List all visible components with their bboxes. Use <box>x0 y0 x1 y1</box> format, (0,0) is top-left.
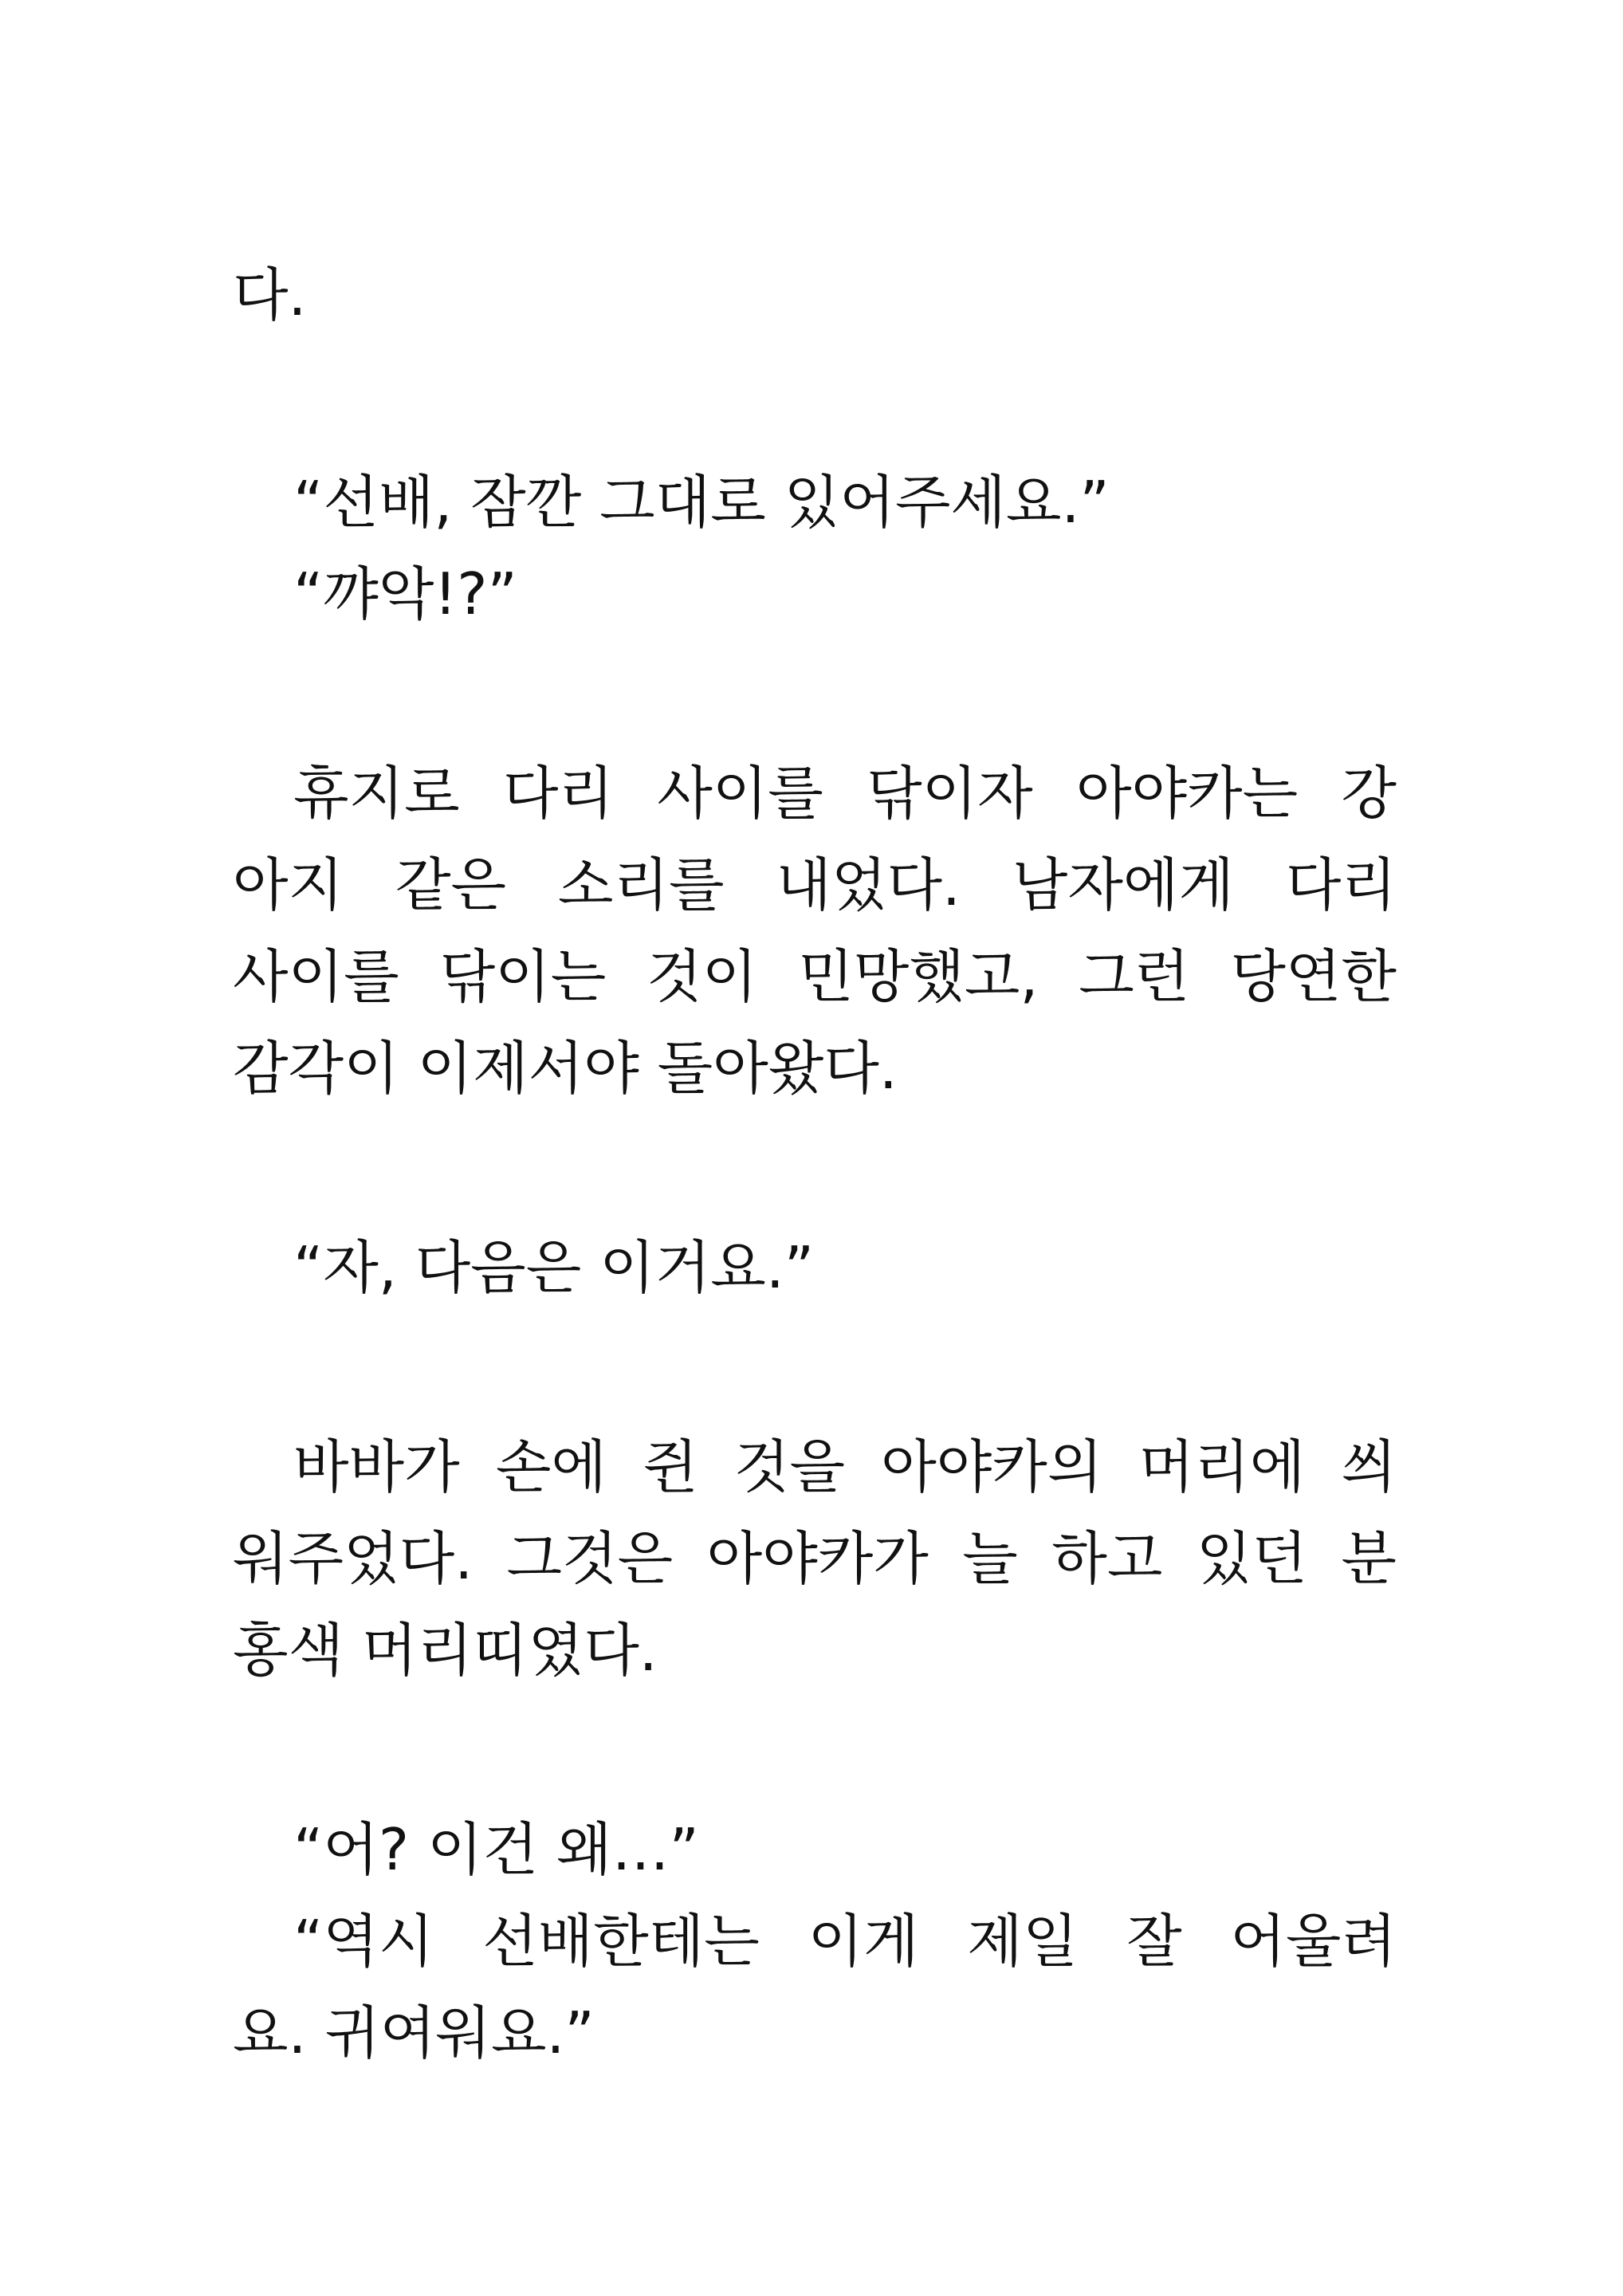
word: 내었다. <box>776 851 961 918</box>
text-line <box>233 937 1397 1016</box>
text-line <box>233 1519 1397 1598</box>
word: 다리 <box>1285 851 1397 918</box>
word: 같은 <box>395 851 507 918</box>
word: 다리 <box>502 760 614 827</box>
word: 휴지로 <box>293 760 460 827</box>
word: 머리에 <box>1138 1433 1306 1500</box>
word: 워주었다. <box>233 1525 474 1592</box>
word: 아지 <box>233 851 344 918</box>
word: 것을 <box>733 1433 845 1500</box>
dialogue-line: 요. 귀여워요.” <box>233 1999 595 2066</box>
dialogue-line: “자, 다음은 이거요.” <box>293 1234 815 1301</box>
text-line <box>233 1427 1397 1507</box>
text-line <box>233 845 1397 925</box>
word: 이게 <box>808 1908 919 1975</box>
word: 하고 <box>1051 1525 1163 1592</box>
word: 바바가 <box>293 1433 460 1500</box>
word: 남자에게 <box>1012 851 1235 918</box>
word: 있던 <box>1196 1525 1307 1592</box>
word: 민망했고, <box>798 943 1039 1010</box>
word: 씌 <box>1341 1433 1397 1500</box>
word: 강 <box>1341 760 1397 827</box>
word: 그런 <box>1079 943 1190 1010</box>
word: 닦이자 <box>867 760 1033 827</box>
word: 손에 <box>495 1433 607 1500</box>
word: 잘 <box>1126 1908 1182 1975</box>
word: 아야카는 <box>1075 760 1299 827</box>
text-line: 다. <box>233 261 307 328</box>
word: 당연한 <box>1230 943 1397 1010</box>
word: 쥔 <box>643 1433 698 1500</box>
dialogue-line: “선배, 잠깐 그대로 있어주세요.” <box>293 469 1110 536</box>
word: “역시 <box>293 1908 434 1975</box>
word: 어울려 <box>1230 1908 1397 1975</box>
word: 분 <box>1341 1525 1397 1592</box>
word: 소리를 <box>557 851 725 918</box>
text-line <box>233 753 1397 833</box>
dialogue-line: “어? 이건 왜…” <box>293 1816 699 1883</box>
word: 닦이는 <box>439 943 607 1010</box>
word: 늘 <box>962 1525 1018 1592</box>
word: 그것은 <box>506 1525 674 1592</box>
word: 아야카의 <box>881 1433 1103 1500</box>
word: 제일 <box>967 1908 1079 1975</box>
dialogue-line <box>233 1901 1397 1981</box>
dialogue-line: “꺄악!?” <box>293 560 517 627</box>
text-line: 감각이 이제서야 돌아왔다. <box>233 1035 898 1102</box>
word: 것이 <box>646 943 758 1010</box>
word: 사이를 <box>233 943 399 1010</box>
word: 선배한테는 <box>482 1908 760 1975</box>
text-line: 홍색 머리띠였다. <box>233 1617 658 1684</box>
word: 아야카가 <box>706 1525 929 1592</box>
word: 사이를 <box>657 760 823 827</box>
